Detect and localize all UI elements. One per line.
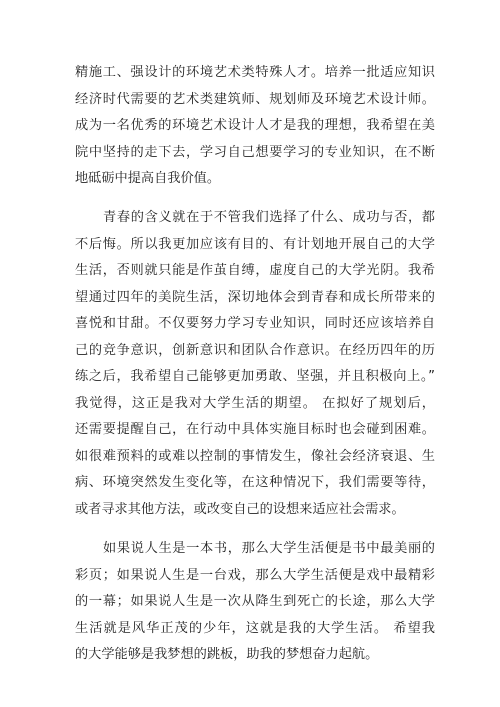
text-line: 的一幕；如果说人生是一次从降生到死亡的长途，那么大学: [75, 594, 435, 609]
text-line: 喜悦和甘甜。不仅要努力学习专业知识，同时还应该培养自: [75, 316, 435, 331]
text-line: 不后悔。所以我更加应该有目的、有计划地开展自己的大学: [75, 236, 435, 252]
text-line: 我觉得，这正是我对大学生活的期望。 在拟好了规划后，: [75, 395, 435, 411]
text-line: 还需要提醒自己，在行动中具体实施目标时也会碰到困难。: [75, 422, 435, 437]
text-line: 彩页；如果说人生是一台戏，那么大学生活便是戏中最精彩: [75, 567, 435, 583]
text-line: 望通过四年的美院生活，深切地体会到青春和成长所带来的: [75, 289, 435, 305]
text-line: 青春的含义就在于不管我们选择了什么、成功与否，都: [103, 210, 435, 225]
text-line: 如果说人生是一本书，那么大学生活便是书中最美丽的: [103, 541, 435, 556]
text-line: 成为一名优秀的环境艺术设计人才是我的理想，我希望在美: [75, 118, 435, 133]
text-line: 生活，否则就只能是作茧自缚，虚度自己的大学光阴。我希: [75, 263, 435, 278]
text-line: 的大学能够是我梦想的跳板，助我的梦想奋力起航。: [75, 647, 379, 662]
text-line: 生活就是风华正茂的少年，这就是我的大学生活。 希望我: [75, 620, 435, 636]
text-line: 精施工、强设计的环境艺术类特殊人才。培养一批适应知识: [75, 65, 435, 80]
text-line: 己的竞争意识，创新意识和团队合作意识。在经历四年的历: [75, 342, 435, 358]
text-line: 如很难预料的或难以控制的事情发生，像社会经济衰退、生: [75, 448, 435, 464]
text-line: 经济时代需要的艺术类建筑师、规划师及环境艺术设计师。: [75, 91, 435, 107]
text-line: 或者寻求其他方法，或改变自己的设想来适应社会需求。: [75, 501, 405, 517]
text-line: 病、环境突然发生变化等，在这种情况下，我们需要等待，: [75, 475, 435, 490]
text-line: 院中坚持的走下去，学习自己想要学习的专业知识，在不断: [75, 144, 435, 160]
text-line: 练之后，我希望自己能够更加勇敢、坚强，并且积极向上。”: [75, 369, 435, 384]
text-line: 地砥砺中提高自我价值。: [75, 171, 221, 186]
